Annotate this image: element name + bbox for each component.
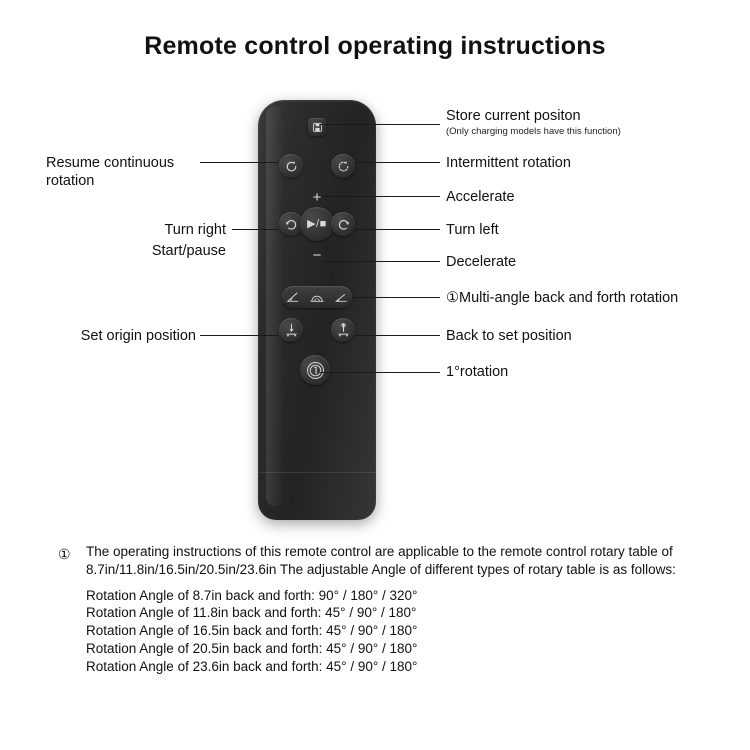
label-multi-angle: ①Multi-angle back and forth rotation [446, 290, 679, 306]
footnote-paragraph: The operating instructions of this remote control are applicable to the remote control rotary table of 8.7in/11.8in/16.5in/20.5in/23.6in The adjustable Angle of different types of rotary table is as follows: [86, 544, 676, 577]
turn-left-button[interactable] [331, 212, 355, 236]
leader-line-turn-left [355, 229, 440, 230]
leader-line-store-position [320, 124, 440, 125]
footnote-row: Rotation Angle of 8.7in back and forth: 90° / 180° / 320° [86, 587, 418, 603]
page-title: Remote control operating instructions [144, 32, 606, 60]
footnote [58, 543, 698, 676]
multi-angle-bar[interactable] [282, 286, 352, 308]
set-origin-button[interactable] [279, 318, 303, 342]
label-turn-right: Turn right [164, 222, 226, 238]
footnote-row: Rotation Angle of 16.5in back and forth: 45° / 90° / 180° [86, 623, 418, 639]
set-origin-icon [285, 323, 298, 337]
label-resume-rotation [46, 154, 196, 190]
footnote-body [86, 543, 698, 676]
label-accelerate: Accelerate [446, 189, 515, 205]
label-store-position-note: (Only charging models have this function) [446, 126, 621, 138]
footnote-row: Rotation Angle of 20.5in back and forth: 45° / 90° / 180° [86, 641, 418, 657]
label-resume-rotation-line1: Resume continuous [46, 155, 175, 171]
angle-45-icon [286, 291, 300, 303]
angle-320-icon [334, 291, 348, 303]
leader-line-back-to-set [355, 335, 440, 336]
remote-seam [258, 472, 376, 473]
leader-line-accelerate [322, 196, 440, 197]
play-pause-label: ▶/■ [307, 217, 327, 230]
play-pause-button[interactable] [300, 207, 334, 241]
footnote-marker: ① [58, 546, 71, 562]
leader-line-intermittent [355, 162, 440, 163]
intermittent-rotation-button[interactable] [331, 154, 355, 178]
label-resume-rotation-line2: rotation [46, 173, 95, 190]
leader-line-turn-right [232, 229, 278, 230]
angle-180-icon [309, 291, 325, 303]
leader-line-one-degree [320, 372, 440, 373]
leader-line-resume [200, 162, 278, 163]
label-set-origin-position: Set origin position [80, 328, 196, 344]
dashed-rotation-icon [337, 160, 350, 173]
one-degree-rotation-button[interactable] [300, 355, 330, 385]
decelerate-button[interactable]: − [312, 247, 322, 264]
leader-line-multi-angle [352, 297, 440, 298]
footnote-rows [86, 587, 698, 676]
label-intermittent-rotation: Intermittent rotation [446, 155, 571, 171]
remote-control-body [258, 100, 376, 520]
arrow-ccw-icon [285, 218, 298, 231]
loop-rotation-icon [285, 160, 298, 173]
return-position-icon [337, 323, 350, 337]
arrow-cw-icon [337, 218, 350, 231]
label-store-position [446, 107, 621, 138]
label-decelerate: Decelerate [446, 254, 517, 270]
footnote-row: Rotation Angle of 11.8in back and forth: 45° / 90° / 180° [86, 605, 417, 621]
leader-line-decelerate [322, 261, 440, 262]
accelerate-button[interactable]: + [312, 189, 322, 206]
label-back-to-set-position: Back to set position [446, 328, 572, 344]
resume-rotation-button[interactable] [279, 154, 303, 178]
leader-line-set-origin [200, 335, 278, 336]
label-turn-left: Turn left [446, 222, 499, 238]
one-degree-icon [306, 361, 325, 380]
store-position-button[interactable] [308, 118, 326, 136]
label-one-degree-rotation: 1°rotation [446, 364, 509, 380]
label-start-pause: Start/pause [151, 243, 226, 259]
label-store-position-text: Store current positon [446, 108, 581, 124]
back-to-set-position-button[interactable] [331, 318, 355, 342]
footnote-row: Rotation Angle of 23.6in back and forth: 45° / 90° / 180° [86, 658, 418, 674]
